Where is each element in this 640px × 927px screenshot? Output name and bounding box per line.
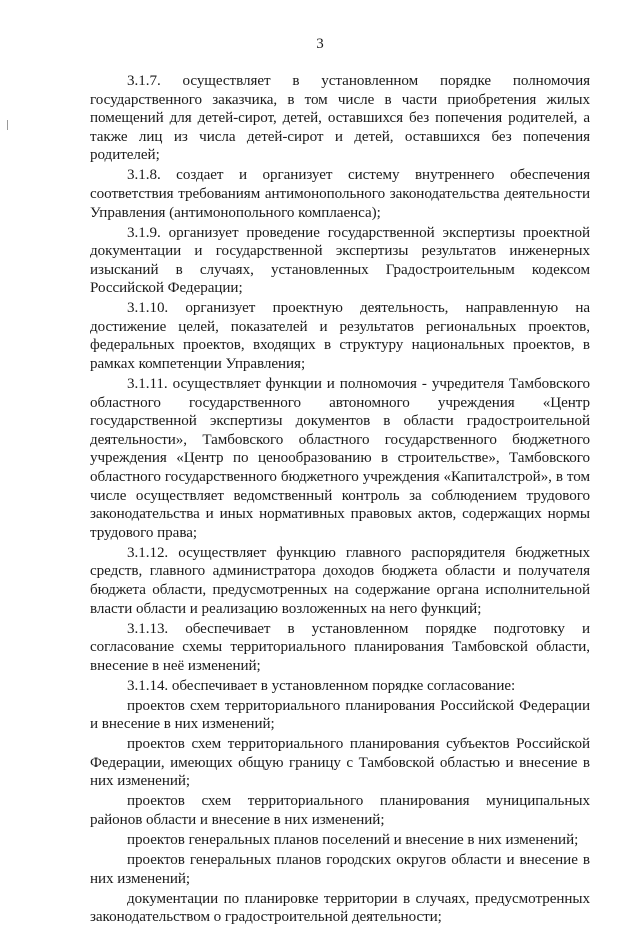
list-item-settlement-plans: проектов генеральных планов поселений и внесение в них изменений; [127, 832, 579, 849]
list-item-district-schemes: проектов схем территориального планирования муниципальных районов области и внесение в них изменений; [90, 793, 590, 829]
paragraph-3-1-7: 3.1.7. осуществляет в установленном порядке полномочия государственного заказчика, в том числе в части приобретения жилых помещений для детей-сирот, детей, оставшихся без попечения родителей, а также лиц из числа детей-сирот и детей, оставшихся без попечения родителей; [90, 73, 590, 164]
document-body [90, 72, 590, 927]
paragraph-3-1-13: 3.1.13. обеспечивает в установленном порядке подготовку и согласование схемы территориального планирования Тамбовской области, внесение в неё изменений; [90, 620, 590, 674]
list-item-subject-schemes: проектов схем территориального планирования субъектов Российской Федерации, имеющих общую границу с Тамбовской областью и внесение в них изменений; [90, 736, 590, 790]
paragraph-3-1-12: 3.1.12. осуществляет функцию главного распорядителя бюджетных средств, главного администратора доходов бюджета области и получателя бюджета области, предусмотренных на содержание органа исполнительной власти области и реализацию возложенных на него функций; [90, 544, 590, 617]
paragraph-3-1-10: 3.1.10. организует проектную деятельность, направленную на достижение целей, показателей и результатов региональных проектов, федеральных проектов, входящих в структуру национальных проектов, в рамках компетенции Управления; [90, 300, 590, 373]
list-item-rf-schemes: проектов схем территориального планирования Российской Федерации и внесение в них изменений; [90, 697, 590, 733]
paragraph-3-1-9: 3.1.9. организует проведение государственной экспертизы проектной документации и государственной экспертизы результатов инженерных изысканий в случаях, установленных Градостроительным кодексом Российской Федерации; [90, 224, 590, 297]
list-item-city-district-plans: проектов генеральных планов городских округов области и внесение в них изменений; [90, 852, 590, 887]
paragraph-3-1-8: 3.1.8. создает и организует систему внутреннего обеспечения соответствия требованиям антимонопольного законодательства деятельности Управления (антимонопольного комплаенса); [90, 167, 590, 221]
page-number: 3 [316, 36, 324, 52]
paragraph-3-1-11: 3.1.11. осуществляет функции и полномочия - учредителя Тамбовского областного государственного автономного учреждения «Центр государственной экспертизы документов в области градостроительной деятельности», Тамбовского областного государственного бюджетного учреждения «Центр по ценообразованию в строительстве», Тамбовского областного государственного бюджетного учреждения «Капиталстрой», в том числе осуществляет ведомственный контроль за соблюдением трудового законодательства и иных нормативных правовых актов, содержащих нормы трудового права; [90, 376, 590, 541]
list-item-planning-documentation: документации по планировке территории в случаях, предусмотренных законодательством о градостроительной деятельности; [90, 890, 590, 926]
margin-mark [7, 120, 8, 130]
paragraph-3-1-14: 3.1.14. обеспечивает в установленном порядке согласование: [127, 677, 516, 694]
